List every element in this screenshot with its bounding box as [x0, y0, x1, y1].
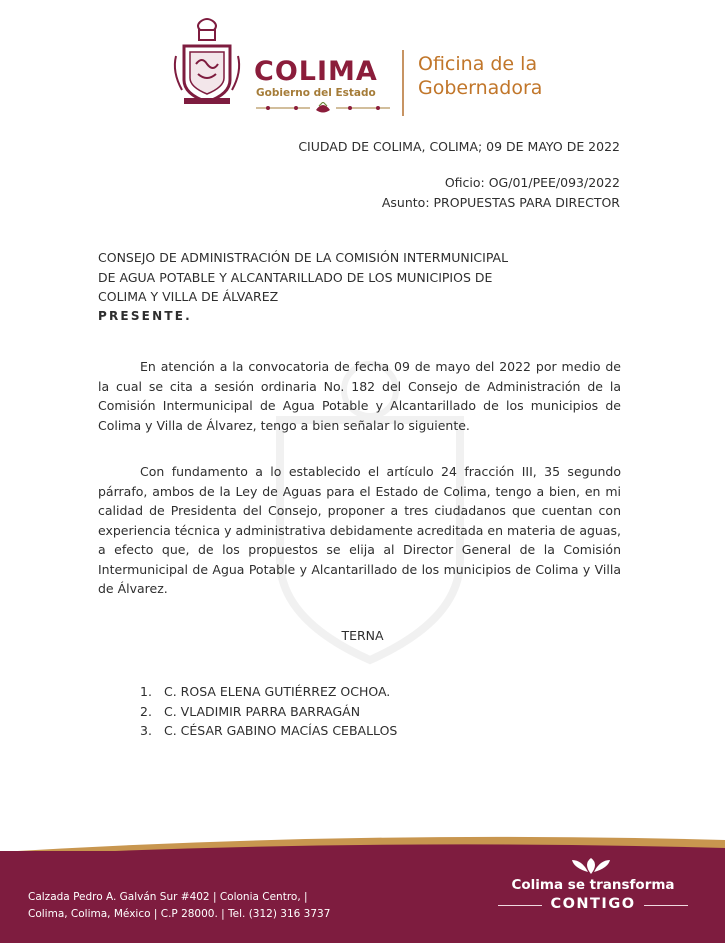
- footer-slogan: Colima se transforma: [511, 877, 675, 893]
- list-item: [140, 682, 397, 702]
- list-number: 1.: [140, 684, 152, 699]
- place-date: CIUDAD DE COLIMA, COLIMA; 09 DE MAYO DE 2022: [298, 139, 620, 154]
- brand-title: COLIMA: [254, 56, 378, 87]
- state-coat-of-arms-icon: [170, 16, 244, 108]
- candidate-name: C. CÉSAR GABINO MACÍAS CEBALLOS: [164, 723, 398, 738]
- list-number: 2.: [140, 703, 152, 719]
- header-divider: [402, 50, 404, 116]
- candidate-name: C. VLADIMIR PARRA BARRAGÁN: [164, 703, 361, 719]
- address-line-1: Calzada Pedro A. Galván Sur #402 | Colonia Centro, |: [28, 891, 308, 903]
- addressee-line: CONSEJO DE ADMINISTRACIÓN DE LA COMISIÓN INTERMUNICIPAL: [98, 250, 509, 265]
- office-line-2: Gobernadora: [418, 77, 543, 99]
- list-item: [140, 721, 397, 741]
- list-item: [140, 702, 397, 722]
- paragraph-1-text: En atención a la convocatoria de fecha 09 de mayo del 2022 por medio de la cual se cita a sesión ordinaria No. 182 del Consejo de Administración de la Comisión Intermunicipal de Agua Potable y Alcantarillado de los municipios de Colima y Villa de Álvarez, tengo a bien señalar lo siguiente.: [98, 359, 621, 433]
- addressee-block: [98, 248, 578, 326]
- list-number: 3.: [140, 723, 152, 738]
- body-paragraph-2: [98, 462, 621, 599]
- slogan-divider-right: [644, 905, 688, 906]
- address-line-2: Colima, Colima, México | C.P 28000. | Tel. (312) 316 3737: [28, 908, 331, 920]
- asunto-value: PROPUESTAS PARA DIRECTOR: [433, 195, 620, 210]
- body-paragraph-1: [98, 357, 621, 435]
- brand-subtitle: Gobierno del Estado: [256, 87, 376, 99]
- oficio-value: OG/01/PEE/093/2022: [488, 175, 620, 190]
- candidate-list: [140, 682, 397, 741]
- footer-address: [28, 889, 330, 923]
- letterhead: [170, 16, 590, 108]
- office-line-1: Oficina de la: [418, 53, 538, 75]
- ornament-icon: [256, 102, 390, 114]
- oficio-label: Oficio:: [444, 175, 485, 190]
- flower-icon: [568, 856, 614, 876]
- paragraph-2-text: Con fundamento a lo establecido el artículo 24 fracción III, 35 segundo párrafo, ambos de la Ley de Aguas para el Estado de Colima, tengo a bien, en mi calidad de Presidenta del Consejo, proponer a tres ciudadanos que cuentan con experiencia técnica y administrativa debidamente acreditada en materia de aguas, a efecto que, de los propuestos se elija al Director General de la Comisión Intermunicipal de Agua Potable y Alcantarillado de los municipios de Colima y Villa de Álvarez.: [98, 464, 621, 596]
- candidate-name: C. ROSA ELENA GUTIÉRREZ OCHOA.: [164, 684, 391, 699]
- terna-heading: TERNA: [341, 628, 384, 643]
- asunto-label: Asunto:: [381, 195, 430, 210]
- presente-salutation: PRESENTE.: [98, 308, 192, 323]
- footer-slogan-contigo: CONTIGO: [550, 896, 636, 912]
- asunto-reference: [382, 193, 620, 213]
- office-name: [418, 52, 542, 100]
- addressee-line: DE AGUA POTABLE Y ALCANTARILLADO DE LOS MUNICIPIOS DE: [98, 269, 493, 285]
- oficio-reference: [445, 173, 620, 193]
- addressee-line: COLIMA Y VILLA DE ÁLVAREZ: [98, 289, 279, 304]
